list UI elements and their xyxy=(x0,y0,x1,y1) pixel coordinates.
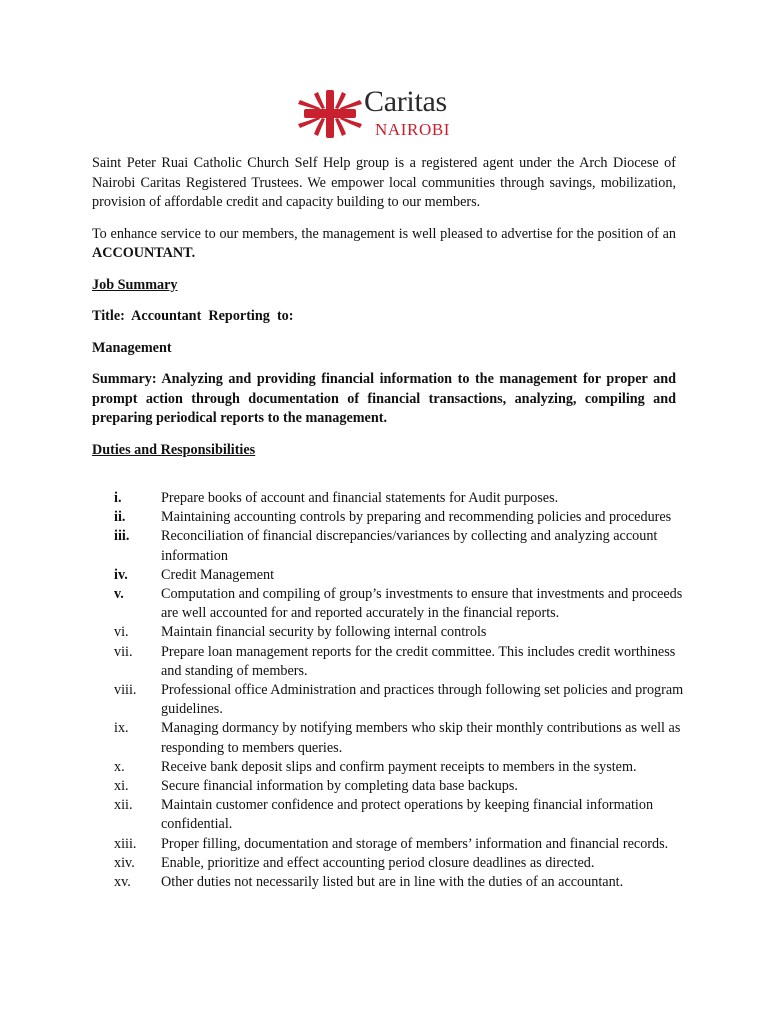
list-item-text: Professional office Administration and practices through following set policies and program guidelines. xyxy=(161,682,684,718)
list-item xyxy=(114,758,684,777)
list-item-text: Enable, prioritize and effect accounting period closure deadlines as directed. xyxy=(161,854,595,871)
summary-text: Analyzing and providing financial information to the management for proper and prompt action through documentation of financial transactions, analyzing, compiling and preparing periodical reports to the management. xyxy=(92,371,676,426)
list-item-number: viii. xyxy=(114,682,137,699)
job-summary-heading: Job Summary xyxy=(92,276,178,293)
advert-paragraph xyxy=(92,225,676,264)
list-item-text: Reconciliation of financial discrepancies/variances by collecting and analyzing account information xyxy=(161,528,658,564)
list-item-number: x. xyxy=(114,758,125,775)
list-item-number: xi. xyxy=(114,778,129,795)
list-item xyxy=(114,796,684,834)
list-item-number: xiv. xyxy=(114,854,135,871)
list-item-number: ix. xyxy=(114,720,129,737)
list-item xyxy=(114,873,684,892)
list-item-text: Computation and compiling of group’s investments to ensure that investments and proceeds are well accounted for and reported accurately in the financial reports. xyxy=(161,586,683,622)
list-item-text: Credit Management xyxy=(161,566,275,583)
list-item-text: Maintain customer confidence and protect operations by keeping financial information confidential. xyxy=(161,797,654,833)
list-item-text: Maintaining accounting controls by preparing and recommending policies and procedures xyxy=(161,509,672,526)
list-item xyxy=(114,643,684,681)
logo-brand-text: Caritas xyxy=(364,85,447,118)
list-item-text: Proper filling, documentation and storage of members’ information and financial records. xyxy=(161,835,669,852)
list-item-text: Managing dormancy by notifying members who skip their monthly contributions as well as responding to members queries. xyxy=(161,720,681,756)
logo-city-text: NAIROBI xyxy=(375,120,451,139)
summary-paragraph xyxy=(92,370,676,429)
list-item xyxy=(114,854,684,873)
caritas-cross-icon xyxy=(298,88,362,140)
list-item-text: Prepare loan management reports for the credit committee. This includes credit worthiness and standing of members. xyxy=(161,643,676,679)
list-item xyxy=(114,719,684,757)
list-item-text: Maintain financial security by following internal controls xyxy=(161,624,487,641)
list-item xyxy=(114,585,684,623)
list-item-number: vi. xyxy=(114,624,129,641)
list-item xyxy=(114,566,684,585)
summary-block xyxy=(92,370,676,429)
list-item xyxy=(114,623,684,642)
list-item-number: ii. xyxy=(114,509,126,526)
summary-label: Summary: xyxy=(92,371,157,387)
list-item xyxy=(114,489,684,508)
list-item-text: Other duties not necessarily listed but are in line with the duties of an accountant. xyxy=(161,874,624,891)
list-item-number: xiii. xyxy=(114,835,137,852)
duties-heading: Duties and Responsibilities xyxy=(92,441,256,458)
list-item-number: i. xyxy=(114,490,122,506)
title-line: Title: Accountant Reporting to: xyxy=(92,308,294,324)
list-item-number: vii. xyxy=(114,643,133,660)
list-item xyxy=(114,527,684,565)
list-item xyxy=(114,508,684,527)
management-line: Management xyxy=(92,339,172,356)
list-item-text: Secure financial information by completing data base backups. xyxy=(161,778,518,795)
list-item-number: iv. xyxy=(114,566,128,583)
document-body xyxy=(92,154,676,472)
list-item xyxy=(114,777,684,796)
list-item xyxy=(114,835,684,854)
advert-text: To enhance service to our members, the management is well pleased to advertise for the position of an xyxy=(92,225,676,242)
list-item xyxy=(114,681,684,719)
duties-list xyxy=(114,489,684,892)
list-item-number: v. xyxy=(114,586,124,603)
list-item-text: Receive bank deposit slips and confirm payment receipts to members in the system. xyxy=(161,758,637,775)
list-item-number: xv. xyxy=(114,874,131,891)
list-item-number: xii. xyxy=(114,797,133,814)
list-item-text: Prepare books of account and financial statements for Audit purposes. xyxy=(161,490,559,506)
advert-position: ACCOUNTANT. xyxy=(92,245,196,261)
caritas-logo xyxy=(298,85,474,140)
list-item-number: iii. xyxy=(114,528,130,545)
intro-paragraph: Saint Peter Ruai Catholic Church Self Help group is a registered agent under the Arch Diocese of Nairobi Caritas Registered Trustees. We empower local communities through savings, mobilization, provision of affordable credit and capacity building to our members. xyxy=(92,155,676,210)
